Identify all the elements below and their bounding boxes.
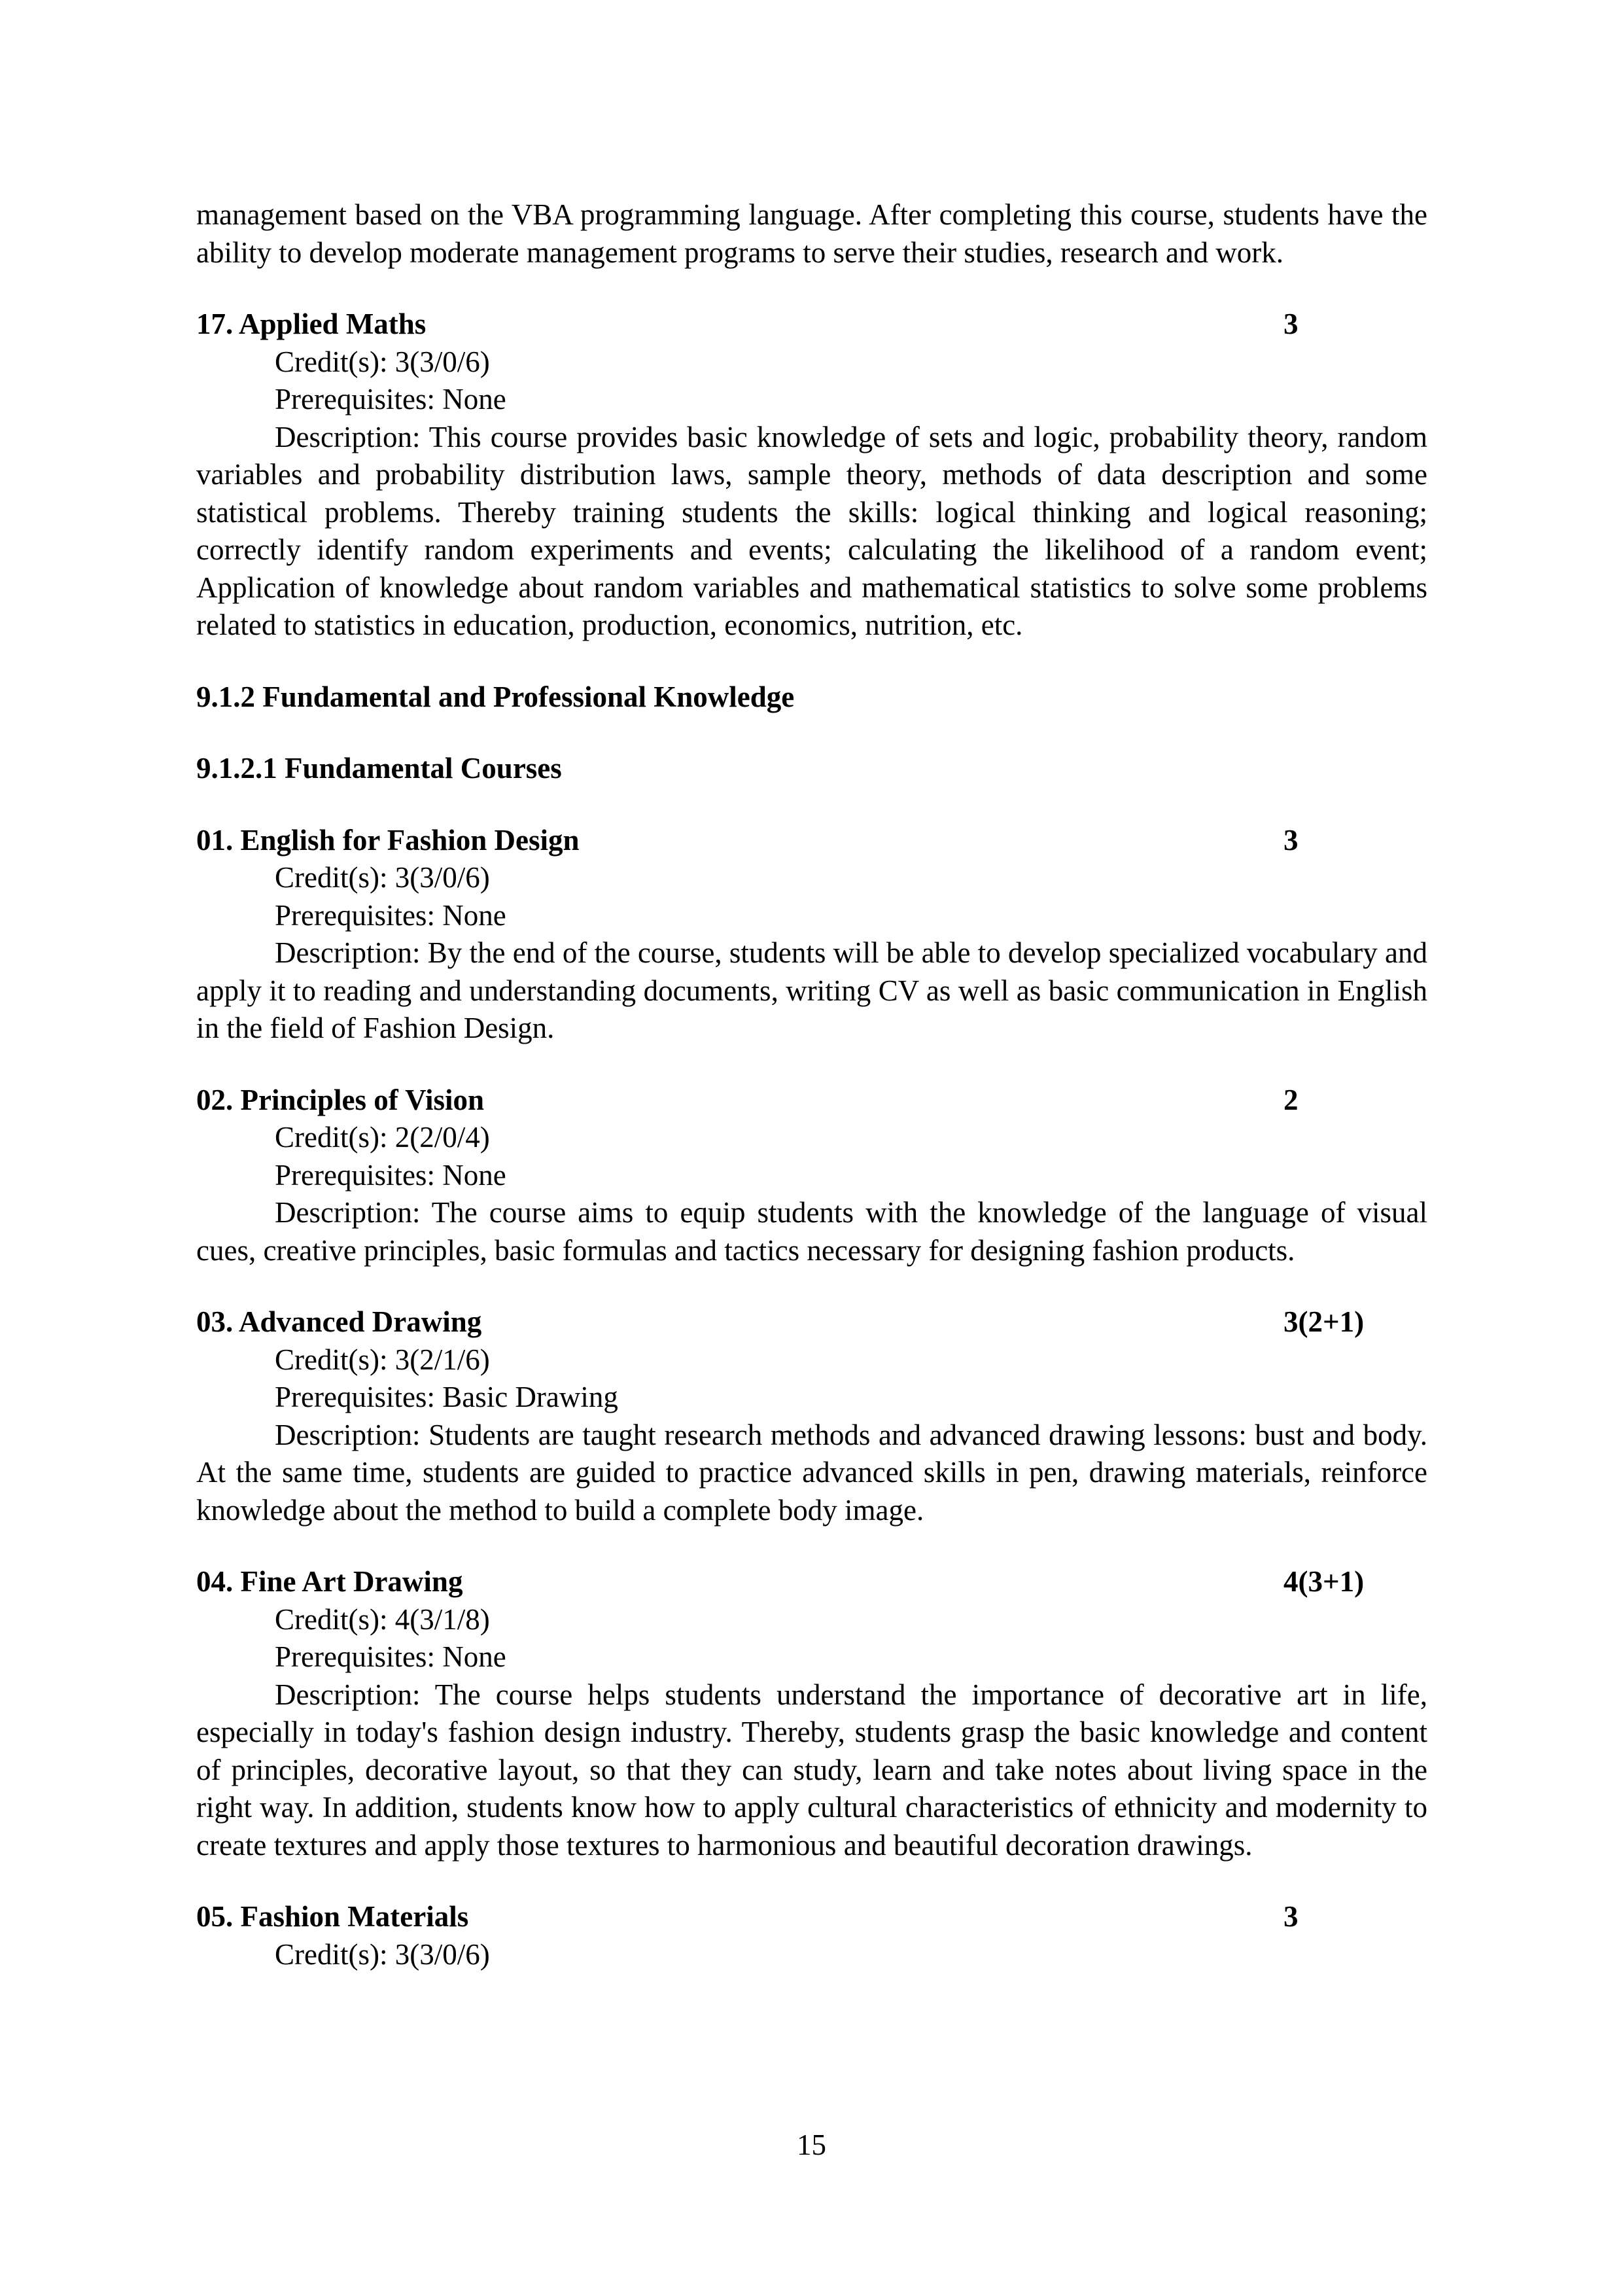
course-title: 17. Applied Maths: [196, 308, 427, 340]
course-block-fashion-materials: [196, 1898, 1427, 1973]
course-heading: [196, 306, 1427, 344]
course-heading: [196, 1898, 1427, 1936]
course-title: 03. Advanced Drawing: [196, 1305, 482, 1338]
course-description: Description: Students are taught research methods and advanced drawing lessons: bust and body. At the same time, students are guided to practice advanced skills in pen, drawing materials, reinforce knowledge about the method to build a complete body image.: [196, 1418, 1427, 1527]
course-credit-number: 4(3+1): [1283, 1565, 1365, 1598]
course-description: Description: This course provides basic knowledge of sets and logic, probability theory, random variables and probability distribution laws, sample theory, methods of data description and some statistical problems. Thereby training students the skills: logical thinking and logical reasoning; correctly identify random experiments and events; calculating the likelihood of a random event; Application of knowledge about random variables and mathematical statistics to solve some problems related to statistics in education, production, economics, nutrition, etc.: [196, 420, 1427, 641]
spacer: [196, 1048, 1427, 1082]
course-credit-detail: Credit(s): 3(2/1/6): [275, 1343, 490, 1376]
course-credit-number: 3: [1283, 823, 1299, 857]
section-heading: 9.1.2 Fundamental and Professional Knowledge: [196, 680, 795, 713]
course-block-fine-art-drawing: [196, 1563, 1427, 1864]
course-prerequisites: Prerequisites: None: [275, 1640, 506, 1673]
course-heading: [196, 1563, 1427, 1601]
course-title: 01. English for Fashion Design: [196, 823, 580, 857]
course-credit-detail: Credit(s): 4(3/1/8): [275, 1602, 490, 1636]
course-block-applied-maths: [196, 306, 1427, 645]
course-heading: [196, 1303, 1427, 1341]
spacer: [196, 716, 1427, 750]
spacer: [196, 788, 1427, 822]
course-block-english-fashion-design: [196, 822, 1427, 1048]
course-heading: [196, 822, 1427, 860]
course-description: Description: The course helps students understand the importance of decorative art in life, especially in today's fashion design industry. Thereby, students grasp the basic knowledge and content of principles, decorative layout, so that they can study, learn and take notes about living space in the right way. In addition, students know how to apply cultural characteristics of ethnicity and modernity to create textures and apply those textures to harmonious and beautiful decoration drawings.: [196, 1678, 1427, 1862]
course-block-advanced-drawing: [196, 1303, 1427, 1529]
spacer: [196, 1269, 1427, 1303]
course-description: Description: The course aims to equip students with the knowledge of the language of visual cues, creative principles, basic formulas and tactics necessary for designing fashion products.: [196, 1196, 1427, 1267]
course-prerequisites: Prerequisites: None: [275, 1158, 506, 1192]
course-block-principles-of-vision: [196, 1082, 1427, 1270]
course-description: Description: By the end of the course, students will be able to develop specialized vocabulary and apply it to reading and understanding documents, writing CV as well as basic communication in English in the field of Fashion Design.: [196, 936, 1427, 1044]
intro-paragraph: management based on the VBA programming language. After completing this course, students have the ability to develop moderate management programs to serve their studies, research and work.: [196, 198, 1427, 269]
course-credit-detail: Credit(s): 3(3/0/6): [275, 1937, 490, 1971]
course-credit-detail: Credit(s): 3(3/0/6): [275, 345, 490, 378]
course-credit-number: 2: [1283, 1083, 1299, 1116]
document-page: [196, 196, 1427, 1973]
page-number: 15: [797, 2128, 826, 2161]
course-title: 05. Fashion Materials: [196, 1900, 469, 1933]
course-prerequisites: Prerequisites: None: [275, 898, 506, 932]
course-prerequisites: Prerequisites: None: [275, 383, 506, 415]
spacer: [196, 1864, 1427, 1898]
spacer: [196, 272, 1427, 306]
course-credit-number: 3: [1283, 308, 1299, 340]
course-credit-detail: Credit(s): 3(3/0/6): [275, 861, 490, 894]
spacer: [196, 645, 1427, 679]
course-credit-number: 3(2+1): [1283, 1305, 1365, 1338]
course-credit-number: 3: [1283, 1900, 1299, 1933]
spacer: [196, 1529, 1427, 1563]
course-prerequisites: Prerequisites: Basic Drawing: [275, 1381, 618, 1413]
course-credit-detail: Credit(s): 2(2/0/4): [275, 1121, 490, 1154]
subsection-heading: 9.1.2.1 Fundamental Courses: [196, 752, 562, 785]
course-heading: [196, 1082, 1427, 1120]
course-title: 02. Principles of Vision: [196, 1083, 485, 1116]
course-title: 04. Fine Art Drawing: [196, 1565, 463, 1598]
